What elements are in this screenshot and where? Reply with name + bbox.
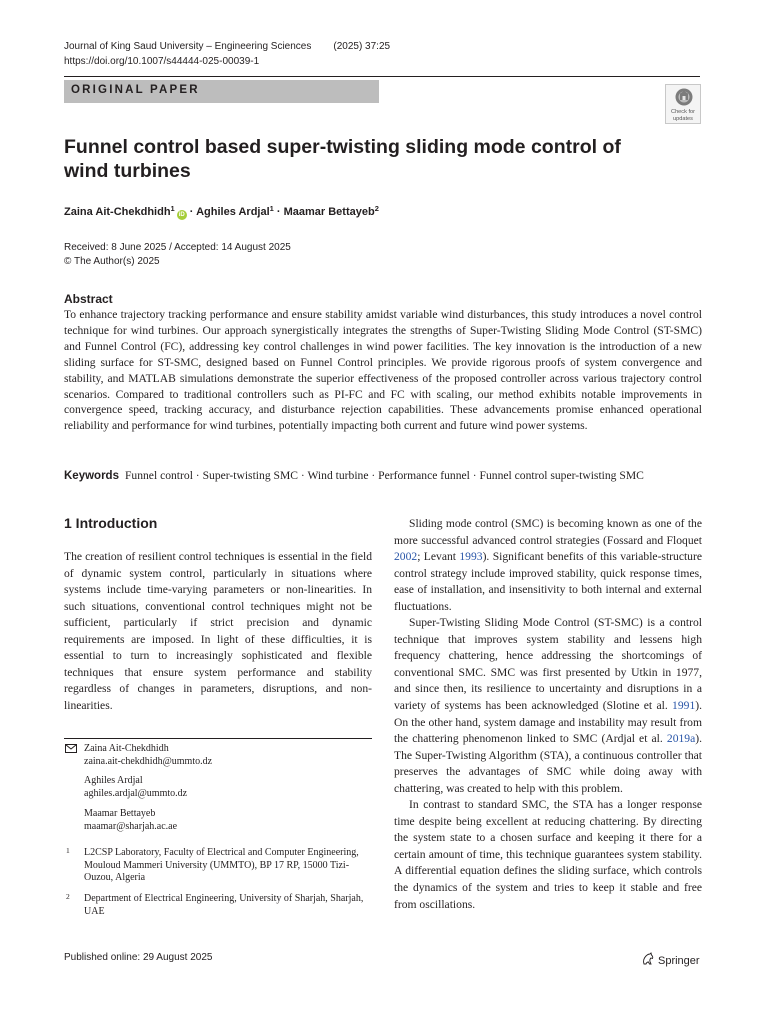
envelope-icon: [65, 744, 77, 753]
copyright-notice: © The Author(s) 2025: [64, 256, 160, 267]
keywords: [64, 469, 724, 482]
article-type-banner: [64, 80, 379, 103]
author-email[interactable]: zaina.ait-chekdhidh@ummto.dz: [84, 756, 213, 767]
abstract-body: To enhance trajectory tracking performance and ensure stability amidst variable wind disturbances, this study introduces a novel control technique for wind turbines. Our approach synergistically integrates the strengths of Super-Twisting Sliding Mode Control (ST-SMC) and Funnel Control (FC), addressing key control challenges in wind power facilities. The key innovation is the introduction of a new sliding surface for ST-SMC, designed based on Funnel Control principles. We provide rigorous proofs of system convergence and stability, and MATLAB simulations demonstrate the superior effectiveness of the proposed controller across various trajectory control scenarios. Compared to traditional controllers such as PI-FC and FC with scaling, our method exhibits notable improvements in convergence speed, tracking accuracy, and disturbance rejection capabilities. These advancements promise enhanced operational reliability and performance for wind turbines, potentially impacting both current and future wind power systems.: [64, 308, 702, 433]
section-heading-introduction: 1 Introduction: [64, 515, 158, 531]
author-affiliation-mark: 2: [374, 204, 379, 213]
author-contact-name: Maamar Bettayeb: [84, 808, 156, 819]
publisher-name: Springer: [658, 955, 700, 967]
citation-link[interactable]: 1993: [459, 550, 483, 564]
received-dates: Received: 8 June 2025 / Accepted: 14 August 2025: [64, 242, 291, 253]
footnote-rule: [64, 738, 372, 739]
author-separator: ·: [273, 206, 284, 218]
journal-volume: (2025) 37:25: [333, 41, 391, 52]
author-separator: ·: [186, 206, 197, 218]
header-rule: [64, 76, 700, 77]
intro-paragraph: In contrast to standard SMC, the STA has a longer response time despite being excellent at reducing chattering. By directing the system state to a chosen surface and keeping it there for a certain amount of time, this technique guarantees system stability. A differential equation defines the sliding surface, which controls the dynamics of the system and tries to keep it stable and free from oscillations.: [394, 798, 702, 911]
springer-horse-icon: [641, 952, 655, 966]
abstract-heading: Abstract: [64, 292, 113, 306]
author-email[interactable]: maamar@sharjah.ac.ae: [84, 821, 178, 832]
keywords-list: Funnel control · Super-twisting SMC · Wind turbine · Performance funnel · Funnel control super-twisting SMC: [124, 469, 644, 482]
article-type-label: ORIGINAL PAPER: [71, 84, 200, 96]
author-name[interactable]: Zaina Ait-Chekdhidh: [64, 206, 171, 218]
affiliation-number: 1: [66, 846, 70, 855]
affiliation-text: L2CSP Laboratory, Faculty of Electrical and Computer Engineering, Mouloud Mammeri University (UMMTO), BP 17 RP, 15000 Tizi-Ouzou, Algeria: [84, 847, 359, 883]
keywords-label: Keywords: [64, 470, 119, 482]
doi-link[interactable]: https://doi.org/10.1007/s44444-025-00039-1: [64, 56, 260, 67]
journal-line: [64, 41, 390, 52]
published-date: Published online: 29 August 2025: [64, 952, 213, 963]
corresponding-author-name: Zaina Ait-Chekdhidh: [84, 743, 169, 754]
affiliation-text: Department of Electrical Engineering, University of Sharjah, Sharjah, UAE: [84, 893, 364, 917]
intro-right-column: [394, 516, 702, 913]
publisher-logo: [641, 952, 700, 967]
orcid-icon[interactable]: iD: [178, 212, 185, 218]
journal-name: Journal of King Saud University – Engineering Sciences: [64, 41, 312, 52]
author-affiliation-mark: 1: [170, 204, 175, 213]
check-updates-label-1: Check for: [671, 109, 695, 115]
citation-link[interactable]: 2019a: [666, 732, 696, 746]
intro-paragraph: Sliding mode control (SMC) is becoming known as one of the more successful advanced control strategies (Fossard and Floquet 2002; Levant 1993). Significant benefits of this variable-structure control strategy include improved stability, quick response times, ease of installation, and insensitivity to both internal and external fluctuations.: [394, 517, 702, 613]
author-contact-name: Aghiles Ardjal: [84, 775, 143, 786]
affiliation-number: 2: [66, 892, 70, 901]
citation-link[interactable]: 1991: [672, 699, 696, 713]
intro-paragraph: The creation of resilient control techniques is essential in the field of dynamic system control, particularly in situations where systems include time-varying parameters or non-linearities. In such situations, conventional control techniques might not be sufficient, particularly if strict precision and dynamic requirements are imposed. In light of these difficulties, it is essential to turn to increasingly sophisticated and flexible techniques that ensure system performance and stability regardless of changes in parameters, disruptions, and non-linearities.: [64, 550, 372, 712]
author-affiliation-mark: 1: [269, 204, 274, 213]
check-updates-label-2: updates: [673, 116, 693, 122]
check-for-updates-button[interactable]: [665, 84, 701, 124]
author-name[interactable]: Aghiles Ardjal: [196, 206, 270, 218]
citation-link[interactable]: 2002: [394, 550, 418, 564]
article-title: Funnel control based super-twisting sliding mode control of wind turbines: [64, 136, 621, 182]
intro-paragraph: Super-Twisting Sliding Mode Control (ST-SMC) is a control technique that improves system stability and lessens high frequency chattering, hence addressing the shortcomings of conventional SMC. SMC was first presented by Utkin in 1977, and since then, its resilience to uncertainty and disruptions in a variety of systems has been acknowledged (Slotine et al. 1991). On the other hand, system damage and instability may result from the chattering phenomenon linked to SMC (Ardjal et al. 2019a). The Super-Twisting Algorithm (STA), a continuous controller that preserves the advantages of SMC while doing away with chattering, was created to help with this problem.: [394, 616, 702, 795]
check-updates-icon: [675, 88, 693, 106]
author-email[interactable]: aghiles.ardjal@ummto.dz: [84, 788, 188, 799]
author-name[interactable]: Maamar Bettayeb: [283, 206, 375, 218]
author-list: [64, 204, 379, 220]
